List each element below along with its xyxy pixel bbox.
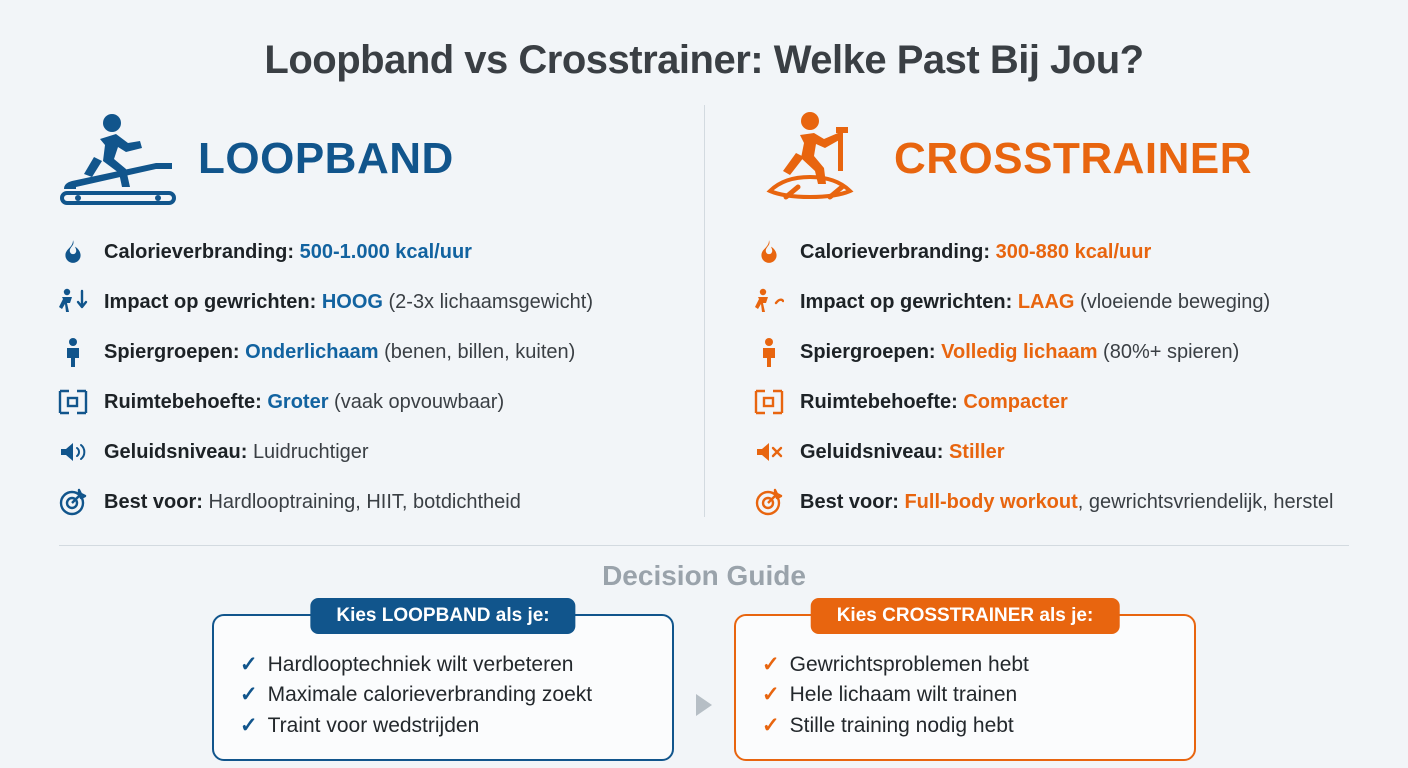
target-icon [752, 485, 786, 519]
spec-label: Geluidsniveau: [104, 441, 248, 463]
list-item-label: Hardlooptechniek wilt verbeteren [267, 653, 574, 676]
spec-row [56, 427, 678, 477]
horizontal-divider [59, 545, 1349, 546]
decision-guides [0, 605, 1408, 761]
floorplan-icon [752, 385, 786, 419]
spec-label: Ruimtebehoefte: [104, 391, 262, 413]
muscle-person-icon [752, 335, 786, 369]
guide-badge-crosstrainer: Kies CROSSTRAINER als je: [811, 598, 1120, 634]
target-icon [56, 485, 90, 519]
vertical-divider [704, 105, 705, 517]
muscle-person-icon [56, 335, 90, 369]
spec-row [752, 277, 1398, 327]
column-title-loopband: LOOPBAND [198, 134, 454, 183]
spec-row [56, 277, 678, 327]
spec-value: Groter [267, 391, 329, 413]
spec-row [56, 227, 678, 277]
floorplan-icon [56, 385, 90, 419]
spec-label: Spiergroepen: [800, 341, 936, 363]
list-item [240, 680, 646, 710]
speaker-loud-icon [56, 435, 90, 469]
list-item [240, 650, 646, 680]
spec-row [752, 377, 1398, 427]
column-header-crosstrainer [752, 105, 1398, 213]
flame-icon [56, 235, 90, 269]
check-icon: ✓ [762, 683, 780, 707]
elliptical-trainer-icon [752, 109, 876, 209]
spec-value: Stiller [948, 441, 1005, 463]
guide-card-crosstrainer [734, 605, 1196, 761]
speaker-mute-icon [752, 435, 786, 469]
spec-list-loopband [56, 227, 678, 527]
spec-note: (vloeiende beweging) [1074, 291, 1271, 313]
column-title-crosstrainer: CROSSTRAINER [894, 134, 1253, 183]
spec-note: (benen, billen, kuiten) [378, 341, 576, 363]
spec-value: HOOG [321, 291, 383, 313]
list-item [762, 650, 1168, 680]
spec-value: 300-880 kcal/uur [995, 241, 1152, 263]
check-icon: ✓ [762, 713, 780, 737]
list-item-label: Hele lichaam wilt trainen [789, 683, 1018, 707]
column-header-loopband [56, 105, 678, 213]
spec-label: Calorieverbranding: [800, 241, 991, 263]
spec-label: Ruimtebehoefte: [800, 391, 958, 413]
spec-label: Geluidsniveau: [800, 441, 944, 463]
joint-impact-icon [56, 285, 90, 319]
page-title: Loopband vs Crosstrainer: Welke Past Bij Jou? [264, 38, 1144, 82]
list-item [240, 711, 646, 741]
spec-value: Onderlichaam [245, 341, 379, 363]
spec-label: Best voor: [104, 491, 203, 513]
spec-note: Hardlooptraining, HIIT, botdichtheid [208, 491, 521, 513]
spec-list-crosstrainer [752, 227, 1398, 527]
guide-list-loopband [240, 650, 646, 741]
spec-value: Compacter [963, 391, 1068, 413]
list-item-label: Gewrichtsproblemen hebt [789, 653, 1029, 676]
spec-value: 500-1.000 kcal/uur [299, 241, 472, 263]
spec-note: (2-3x lichaamsgewicht) [382, 291, 594, 313]
spec-note: (80%+ spieren) [1097, 341, 1240, 363]
spec-label: Best voor: [800, 491, 899, 513]
column-crosstrainer [704, 105, 1408, 527]
arrow-right-icon [696, 694, 712, 716]
spec-note: Luidruchtiger [252, 441, 369, 463]
spec-value: LAAG [1017, 291, 1075, 313]
decision-guide-heading: Decision Guide [602, 560, 806, 591]
spec-value: Full-body workout [904, 491, 1078, 513]
check-icon: ✓ [240, 653, 258, 676]
guide-badge-loopband: Kies LOOPBAND als je: [310, 598, 575, 634]
list-item [762, 680, 1168, 710]
spec-row [752, 477, 1398, 527]
spec-row [752, 227, 1398, 277]
check-icon: ✓ [762, 653, 780, 676]
guide-card-loopband [212, 605, 674, 761]
spec-note: , gewrichtsvriendelijk, herstel [1077, 491, 1334, 513]
spec-note: (vaak opvouwbaar) [328, 391, 505, 413]
treadmill-runner-icon [56, 109, 180, 209]
list-item [762, 711, 1168, 741]
spec-label: Spiergroepen: [104, 341, 240, 363]
spec-row [56, 327, 678, 377]
comparison-columns [0, 105, 1408, 527]
column-loopband [0, 105, 704, 527]
spec-row [56, 377, 678, 427]
spec-label: Impact op gewrichten: [800, 291, 1013, 313]
joint-impact-icon [752, 285, 786, 319]
check-icon: ✓ [240, 683, 258, 707]
list-item-label: Stille training nodig hebt [789, 713, 1014, 737]
spec-row [752, 327, 1398, 377]
spec-row [752, 427, 1398, 477]
guide-list-crosstrainer [762, 650, 1168, 741]
spec-value: Volledig lichaam [941, 341, 1098, 363]
list-item-label: Maximale calorieverbranding zoekt [267, 683, 593, 707]
spec-label: Impact op gewrichten: [104, 291, 317, 313]
list-item-label: Traint voor wedstrijden [267, 713, 480, 737]
spec-label: Calorieverbranding: [104, 241, 295, 263]
check-icon: ✓ [240, 713, 258, 737]
spec-row [56, 477, 678, 527]
flame-icon [752, 235, 786, 269]
